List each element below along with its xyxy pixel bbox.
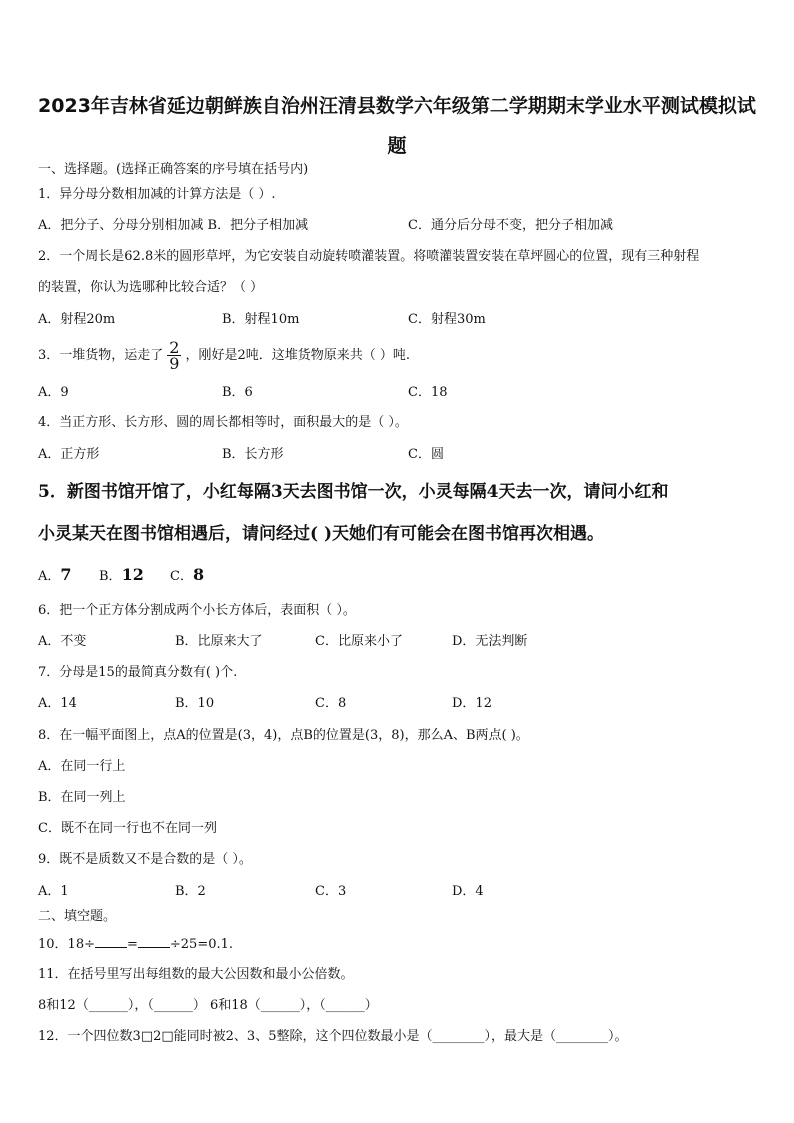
q6-option-c: C．比原来小了 bbox=[315, 634, 403, 649]
q4-option-c: C．圆 bbox=[408, 447, 444, 462]
q7-option-b: B．10 bbox=[175, 696, 215, 711]
q8-option-a: A．在同一行上 bbox=[38, 759, 126, 774]
q7-option-c: C．8 bbox=[315, 696, 347, 711]
q3-option-a: A．9 bbox=[38, 385, 69, 400]
section-heading-fill: 二、填空题。 bbox=[38, 909, 117, 924]
fraction-numerator: 2 bbox=[169, 338, 180, 357]
question-11-answers: 8和12（______），（______） 6和18（______），（______） bbox=[38, 998, 378, 1013]
question-7: 7．分母是15的最简真分数有( )个. bbox=[38, 665, 238, 680]
q1-option-ab: A．把分子、分母分别相加减 B．把分子相加减 bbox=[38, 218, 309, 233]
q2-option-c: C．射程30m bbox=[408, 312, 486, 327]
q3-option-b: B．6 bbox=[222, 385, 253, 400]
q10-part-1: 10．18÷ bbox=[38, 937, 95, 952]
q3-option-c: C．18 bbox=[408, 385, 448, 400]
q5-option-c bbox=[170, 566, 204, 586]
q5-option-a-value: 7 bbox=[60, 565, 72, 584]
q7-option-d: D．12 bbox=[452, 696, 492, 711]
q5-option-c-label: C． bbox=[170, 569, 193, 584]
q9-option-d: D．4 bbox=[452, 884, 484, 899]
q9-option-c: C．3 bbox=[315, 884, 347, 899]
q1-option-c: C．通分后分母不变，把分子相加减 bbox=[408, 218, 613, 233]
question-9: 9．既不是质数又不是合数的是（ ）。 bbox=[38, 852, 252, 867]
question-3-suffix: ，刚好是2吨．这堆货物原来共（ ）吨. bbox=[185, 348, 411, 363]
q9-option-b: B．2 bbox=[175, 884, 206, 899]
q2-option-a: A．射程20m bbox=[38, 312, 116, 327]
q5-option-a bbox=[38, 566, 72, 586]
q6-option-a: A．不变 bbox=[38, 634, 87, 649]
q5-option-c-value: 8 bbox=[192, 565, 205, 584]
section-heading-choice: 一、选择题。(选择正确答案的序号填在括号内) bbox=[38, 162, 309, 177]
q5-option-a-label: A． bbox=[38, 569, 61, 584]
q7-option-a: A．14 bbox=[38, 696, 77, 711]
q6-option-b: B．比原来大了 bbox=[175, 634, 263, 649]
q10-blank-2 bbox=[138, 935, 170, 948]
question-10 bbox=[38, 935, 233, 954]
q10-blank-1 bbox=[95, 935, 127, 948]
fraction-denominator: 9 bbox=[169, 354, 180, 373]
q2-option-b: B．射程10m bbox=[222, 312, 300, 327]
q8-option-b: B．在同一列上 bbox=[38, 790, 126, 805]
question-8: 8．在一幅平面图上，点A的位置是(3，4)，点B的位置是(3，8)，那么A、B两点( )。 bbox=[38, 728, 529, 743]
question-1: 1．异分母分数相加减的计算方法是（ ）. bbox=[38, 187, 276, 202]
q5-option-b-value: 12 bbox=[121, 565, 144, 584]
question-11: 11．在括号里写出每组数的最大公因数和最小公倍数。 bbox=[38, 967, 354, 982]
q6-option-d: D．无法判断 bbox=[452, 634, 528, 649]
question-5-line-2: 小灵某天在图书馆相遇后，请问经过( )天她们有可能会在图书馆再次相遇。 bbox=[38, 524, 605, 544]
question-3-prefix: 3．一堆货物，运走了 bbox=[38, 348, 164, 363]
question-2-line-1: 2．一个周长是62.8米的圆形草坪，为它安装自动旋转喷灌装置。将喷灌装置安装在草坪圆心的位置，现有三种射程 bbox=[38, 249, 700, 264]
q10-part-3: ÷25=0.1. bbox=[169, 937, 234, 952]
question-5-line-1: 5．新图书馆开馆了，小红每隔3天去图书馆一次，小灵每隔4天去一次，请问小红和 bbox=[38, 482, 669, 502]
q5-option-b bbox=[99, 566, 144, 586]
q5-option-b-label: B． bbox=[99, 569, 122, 584]
q8-option-c: C．既不在同一行也不在同一列 bbox=[38, 821, 217, 836]
question-2-line-2: 的装置，你认为选哪种比较合适？（ ） bbox=[38, 280, 264, 295]
q9-option-a: A．1 bbox=[38, 884, 69, 899]
q10-part-2: = bbox=[126, 937, 138, 952]
fraction bbox=[167, 340, 181, 371]
question-6: 6．把一个正方体分割成两个小长方体后，表面积（ ）。 bbox=[38, 603, 356, 618]
q4-option-b: B．长方形 bbox=[222, 447, 284, 462]
question-12: 12．一个四位数3□2□能同时被2、3、5整除，这个四位数最小是（________），最大是（________）。 bbox=[38, 1029, 628, 1044]
q4-option-a: A．正方形 bbox=[38, 447, 100, 462]
question-3 bbox=[38, 338, 410, 374]
question-4: 4．当正方形、长方形、圆的周长都相等时，面积最大的是（ ）。 bbox=[38, 415, 408, 430]
page-title: 2023年吉林省延边朝鲜族自治州汪清县数学六年级第二学期期末学业水平测试模拟试题 bbox=[38, 95, 756, 157]
